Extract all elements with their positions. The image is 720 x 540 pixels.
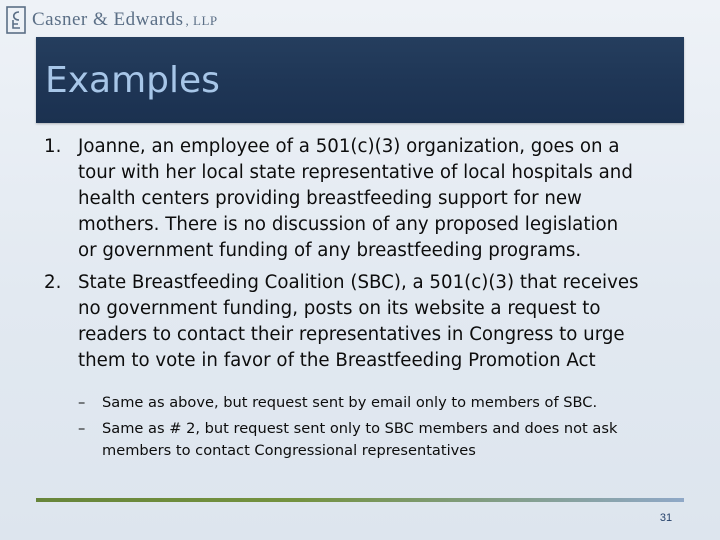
dash-bullet: – (78, 420, 86, 437)
dash-bullet: – (78, 394, 86, 411)
numbered-item-2 (0, 270, 720, 374)
slide-body (0, 134, 720, 462)
sub-bullet-line: Same as # 2, but request sent only to SBC members and does not ask (102, 420, 618, 437)
item-line: State Breastfeeding Coalition (SBC), a 501(c)(3) that receives (78, 272, 639, 293)
firm-suffix-text: LLP (193, 13, 218, 28)
footer-rule (36, 498, 684, 502)
firm-name-suffix: , LLP (185, 13, 218, 28)
item-line: readers to contact their representatives in Congress to urge (78, 324, 625, 345)
firm-name (32, 9, 218, 31)
item-line: no government funding, posts on its website a request to (78, 298, 601, 319)
item-number: 1. (44, 136, 62, 157)
title-bar (36, 37, 684, 123)
item-line: mothers. There is no discussion of any proposed legislation (78, 214, 619, 235)
sub-bullet-list (0, 392, 720, 462)
firm-logo (6, 4, 218, 36)
sub-bullet-line: Same as above, but request sent by email only to members of SBC. (102, 394, 598, 411)
item-line: or government funding of any breastfeeding programs. (78, 240, 582, 261)
sub-bullet-1 (0, 392, 720, 414)
item-line: them to vote in favor of the Breastfeeding Promotion Act (78, 350, 596, 371)
firm-name-text: Casner & Edwards (32, 9, 184, 30)
item-line: Joanne, an employee of a 501(c)(3) organization, goes on a (78, 136, 620, 157)
item-number: 2. (44, 272, 62, 293)
firm-monogram-icon (6, 6, 26, 34)
sub-bullet-line: members to contact Congressional representatives (102, 442, 476, 459)
numbered-item-1 (0, 134, 720, 264)
page-number: 31 (659, 512, 673, 524)
slide-title: Examples (45, 60, 220, 101)
item-line: health centers providing breastfeeding support for new (78, 188, 582, 209)
item-line: tour with her local state representative of local hospitals and (78, 162, 633, 183)
sub-bullet-2 (0, 418, 720, 462)
